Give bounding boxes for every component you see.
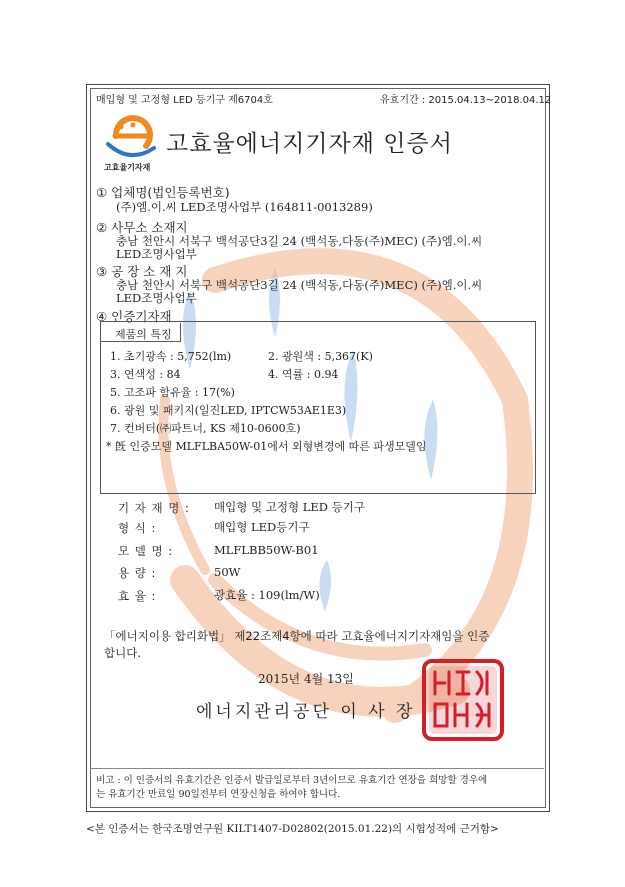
company-value: (주)엠.이.씨 LED조명사업부 (164811-0013289): [116, 200, 373, 214]
detail-value-capacity: 50W: [214, 565, 241, 579]
factory-address-line1: 충남 천안시 서북구 백석공단3길 24 (백석동,다동(주)MEC) (주)엠.이.씨: [116, 278, 483, 292]
factory-label: ③ 공 장 소 재 지: [96, 264, 188, 279]
office-label: ② 사무소 소재지: [96, 220, 188, 235]
certify-statement-line1: 「에너지이용 합리화법」 제22조제4항에 따라 고효율에너지기자재임을 인증: [104, 629, 490, 643]
certify-statement-line2: 합니다.: [104, 646, 141, 660]
factory-address-line2: LED조명사업부: [116, 291, 197, 305]
logo-caption: 고효율기자재: [104, 163, 151, 172]
detail-label-name: 기 자 재 명 :: [118, 501, 190, 515]
spec-converter: 7. 컨버터(㈜파트너, KS 제10-0600호): [110, 422, 301, 435]
spec-derivative-note: * 旣 인증모델 MLFLBA50W-01에서 외형변경에 따른 파생모델임: [106, 440, 427, 453]
detail-label-type: 형 식 :: [118, 521, 157, 535]
certificate-title: 고효율에너지기자재 인증서: [166, 131, 453, 157]
spec-cri: 3. 연색성 : 84: [110, 368, 181, 381]
detail-label-model: 모 델 명 :: [118, 544, 174, 558]
spec-heading: 제품의 특징: [115, 328, 172, 341]
detail-value-name: 매입형 및 고정형 LED 등기구: [214, 500, 365, 514]
validity-period: 유효기간 : 2015.04.13~2018.04.12: [380, 95, 552, 106]
official-seal-stamp: [421, 658, 505, 742]
company-label: ① 업체명(법인등록번호): [96, 185, 230, 200]
issuer-name: 에너지관리공단 이 사 장: [196, 702, 416, 722]
spec-harmonics: 5. 고조파 함유율 : 17(%): [110, 386, 235, 399]
footnote-divider: [90, 768, 544, 769]
note-line1: 비고 : 이 인증서의 유효기간은 인증서 발급일로부터 3년이므로 유효기간 연장을 희망할 경우에: [96, 775, 488, 786]
spec-power-factor: 4. 역률 : 0.94: [268, 368, 339, 381]
note-line2: 는 유효기간 만료일 90일전부터 연장신청을 하여야 합니다.: [96, 789, 341, 800]
detail-value-model: MLFLBB50W-B01: [214, 543, 319, 557]
spec-color-temp: 2. 광원색 : 5,367(K): [268, 350, 373, 363]
detail-label-efficiency: 효 율 :: [118, 589, 157, 603]
spec-initial-flux: 1. 초기광속 : 5,752(lm): [110, 350, 232, 363]
test-report-basis: <본 인증서는 한국조명연구원 KILT1407-D02802(2015.01.22)의 시험성적에 근거함>: [86, 823, 499, 835]
certificate-number: 매입형 및 고정형 LED 등기구 제6704호: [96, 95, 273, 106]
product-label: ④ 인증기자재: [96, 309, 172, 324]
spec-light-source: 6. 광원 및 패키지(일진LED, IPTCW53AE1E3): [110, 404, 347, 417]
detail-value-type: 매입형 LED등기구: [214, 520, 310, 534]
detail-label-capacity: 용 량 :: [118, 566, 157, 580]
office-address-line1: 충남 천안시 서북구 백석공단3길 24 (백석동,다동(주)MEC) (주)엠.이.씨: [116, 234, 483, 248]
issue-date: 2015년 4월 13일: [258, 672, 354, 686]
detail-value-efficiency: 광효율 : 109(lm/W): [214, 588, 320, 602]
office-address-line2: LED조명사업부: [116, 247, 197, 261]
efficiency-logo-icon: [102, 112, 164, 164]
